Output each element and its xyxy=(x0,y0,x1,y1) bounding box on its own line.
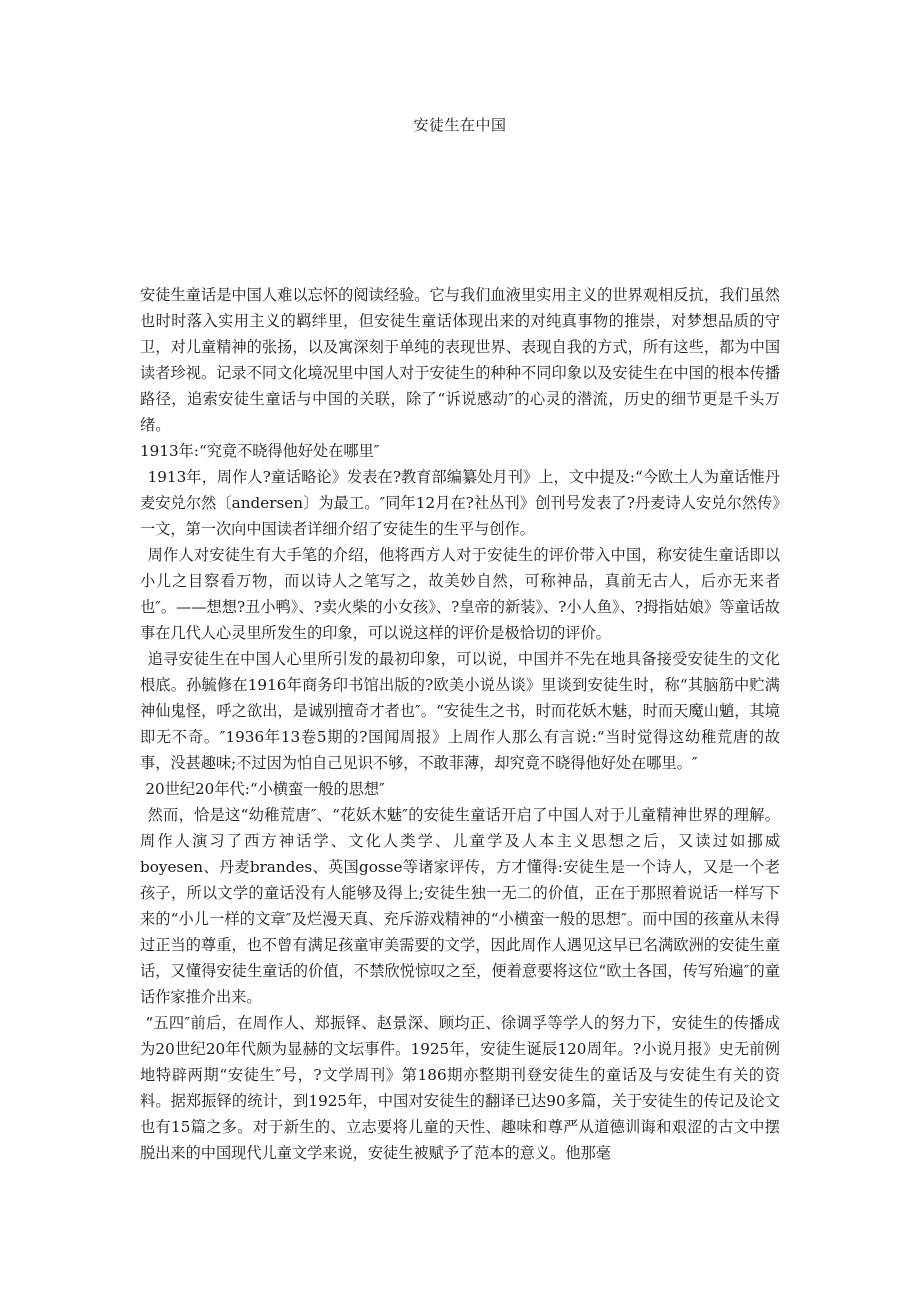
paragraph-childrens-spirit: 然而，恰是这“幼稚荒唐″、“花妖木魅″的安徒生童话开启了中国人对于儿童精神世界的理解。周作人演习了西方神话学、文化人类学、儿童学及人本主义思想之后，又读过如挪威boyesen、丹麦brandes、英国gosse等诸家评传，方才懂得:安徒生是一个诗人，又是一个老孩子，所以文学的童话没有人能够及得上;安徒生独一无二的价值，正在于那照着说话一样写下来的“小儿一样的文章″及烂漫天真、充斥游戏精神的“小横蛮一般的思想″。而中国的孩童从未得过正当的尊重，也不曾有满足孩童审美需要的文学，因此周作人遇见这早已名满欧洲的安徒生童话，又懂得安徒生童话的价值，不禁欣悦惊叹之至，便着意要将这位“欧土各国，传写殆遍″的童话作家推介出来。 xyxy=(140,806,780,1006)
paragraph-1913-publication: 1913年，周作人?童话略论》发表在?教育部编纂处月刊》上，文中提及:“今欧土人为童话惟丹麦安兑尔然〔andersen〕为最工。″同年12月在?社丛刊》创刊号发表了?丹麦诗人安兑尔然传》一文，第一次向中国读者详细介绍了安徒生的生平与创作。 xyxy=(140,468,780,538)
paragraph-intro: 安徒生童话是中国人难以忘怀的阅读经验。它与我们血液里实用主义的世界观相反抗，我们虽然也时时落入实用主义的羁绊里，但安徒生童话体现出来的对纯真事物的推崇，对梦想品质的守卫，对儿童精神的张扬，以及寓深刻于单纯的表现世界、表现自我的方式，所有这些，都为中国读者珍视。记录不同文化境况里中国人对于安徒生的种种不同印象以及安徒生在中国的根本传播路径，追索安徒生童话与中国的关联，除了“诉说感动″的心灵的潜流，历史的细节更是千头万绪。 xyxy=(140,286,780,434)
paragraph-may-fourth: “五四″前后，在周作人、郑振铎、赵景深、顾均正、徐调孚等学人的努力下，安徒生的传播成为20世纪20年代颇为显赫的文坛事件。1925年，安徒生诞辰120周年。?小说月报》史无前例地特辟两期“安徒生″号，?文学周刊》第186期亦整期刊登安徒生的童话及与安徒生有关的资料。据郑振铎的统计，到1925年，中国对安徒生的翻译已达90多篇，关于安徒生的传记及论文也有15篇之多。对于新生的、立志要将儿童的天性、趣味和尊严从道德训诲和艰涩的古文中摆脱出来的中国现代儿童文学来说，安徒生被赋予了范本的意义。他那毫 xyxy=(140,1014,780,1162)
document-body xyxy=(140,282,780,1166)
paragraph-first-impression: 追寻安徒生在中国人心里所引发的最初印象，可以说，中国并不先在地具备接受安徒生的文化根底。孙毓修在1916年商务印书馆出版的?欧美小说丛谈》里谈到安徒生时，称“其脑筋中贮满神仙鬼怪，呼之欲出，是诚别擅奇才者也″。“安徒生之书，时而花妖木魅，时而天魔山魈，其境即无不奇。″1936年13卷5期的?国闻周报》上周作人那么有言说:“当时觉得这幼稚荒唐的故事，没甚趣味;不过因为怕自己见识不够，不敢菲薄，却究竟不晓得他好处在哪里。″ xyxy=(140,650,780,772)
section-heading-1913: 1913年:“究竟不晓得他好处在哪里″ xyxy=(140,442,380,460)
section-heading-1920s: 20世纪20年代:“小横蛮一般的思想″ xyxy=(145,780,385,798)
document-title: 安徒生在中国 xyxy=(413,116,507,134)
paragraph-zhou-zuoren-review: 周作人对安徒生有大手笔的介绍，他将西方人对于安徒生的评价带入中国，称安徒生童话即以小儿之目察看万物，而以诗人之笔写之，故美妙自然，可称神品，真前无古人，后亦无来者也″。——想想?丑小鸭》、?卖火柴的小女孩》、?皇帝的新装》、?小人鱼》、?拇指姑娘》等童话故事在几代人心灵里所发生的印象，可以说这样的评价是极恰切的评价。 xyxy=(140,546,780,642)
